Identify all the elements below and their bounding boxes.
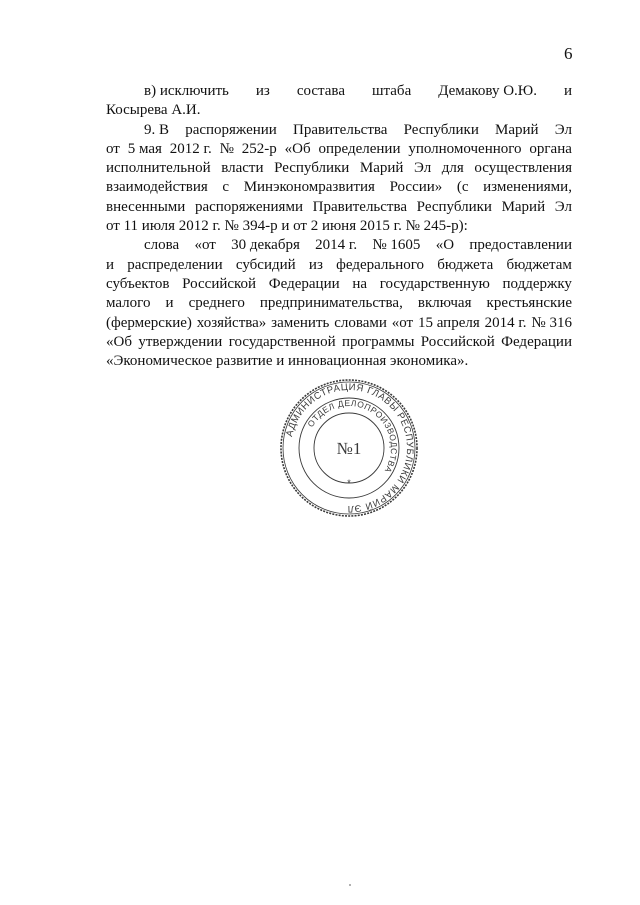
text-line (106, 82, 572, 101)
text-word: бюджета (437, 256, 494, 273)
text-word: 15 апреля (417, 314, 480, 331)
text-word: Демакову О.Ю. (438, 83, 537, 99)
text-word: № (219, 140, 234, 157)
text-word: от 11 июля 2012 г. № 394-р и от 2 июня 2015 г. № 245-р): (106, 218, 468, 235)
text-word: предоставлении (469, 237, 572, 254)
text-word: Марий (495, 121, 539, 138)
text-word: малого (106, 295, 151, 312)
text-line (106, 121, 572, 140)
text-word: бюджетам (506, 256, 572, 273)
text-word: распоряжении (185, 121, 277, 138)
text-word: «Об (284, 140, 311, 157)
text-line (106, 314, 572, 333)
text-word: от (106, 140, 120, 157)
text-word: Российской (420, 333, 495, 350)
text-word: «от (391, 314, 414, 331)
text-word: № 1605 (372, 237, 421, 254)
text-word: включая (417, 295, 472, 312)
text-word: на (352, 275, 367, 292)
text-line (106, 236, 572, 255)
text-word: словами (334, 314, 387, 331)
text-word: изменениями, (483, 179, 572, 196)
text-word: заменить (271, 314, 330, 331)
text-word: из (255, 83, 270, 99)
text-word: органа (529, 140, 572, 157)
text-word: утверждении (138, 333, 223, 350)
text-word: уполномоченного (408, 140, 522, 157)
text-word: 9. В (144, 121, 170, 138)
text-word: «Об (106, 333, 132, 350)
stamp-star: * (347, 478, 351, 488)
text-line (106, 256, 572, 275)
document-body (106, 82, 572, 371)
text-word: 2014 г. (484, 314, 527, 331)
text-word: штаба (371, 83, 412, 99)
text-word: исполнительной (106, 160, 211, 177)
text-line (106, 159, 572, 178)
text-line (106, 101, 572, 120)
text-line (106, 275, 572, 294)
text-word: № 316 (531, 314, 572, 331)
text-line (106, 140, 572, 159)
text-word: 30 декабря (231, 237, 300, 254)
text-word: Марий (501, 198, 546, 215)
text-line (106, 294, 572, 313)
stamp-outer-text: АДМИНИСТРАЦИЯ ГЛАВЫ РЕСПУБЛИКИ МАРИЙ ЭЛ (284, 381, 416, 515)
text-word: поддержку (502, 275, 572, 292)
text-word: и (106, 256, 115, 273)
text-word: Косырева А.И. (106, 102, 201, 119)
text-word: 2012 г. (169, 140, 212, 157)
text-word: состава (296, 83, 345, 99)
text-word: Марий (359, 160, 404, 177)
text-word: внесенными (106, 198, 186, 215)
text-line (106, 198, 572, 217)
text-word: Минэкономразвития (243, 179, 375, 196)
text-word: 5 мая (127, 140, 162, 157)
text-word: Республики (274, 160, 350, 177)
text-word: (фермерские) (106, 314, 192, 331)
text-word: государственной (228, 333, 336, 350)
text-word: 252-р (241, 140, 277, 157)
text-word: Республики (403, 121, 479, 138)
text-line (106, 352, 572, 371)
text-word: программы (342, 333, 415, 350)
text-line (106, 178, 572, 197)
text-word: Эл (554, 198, 572, 215)
text-word: крестьянские (486, 295, 572, 312)
text-word: 2014 г. (315, 237, 358, 254)
text-word: и (563, 83, 572, 99)
stamp-inner-text: ОТДЕЛ ДЕЛОПРОИЗВОДСТВА (305, 397, 400, 475)
text-word: распоряжениями (194, 198, 303, 215)
text-word: Эл (414, 160, 432, 177)
text-word: осуществления (474, 160, 572, 177)
text-word: Правительства (293, 121, 388, 138)
text-word: Республики (416, 198, 492, 215)
official-stamp (279, 378, 419, 518)
scan-artifact-dot (349, 884, 351, 886)
stamp-number: №1 (336, 439, 362, 458)
text-word: в) исключить (144, 83, 229, 99)
text-word: Федерации (501, 333, 572, 350)
text-word: Федерации (268, 275, 340, 292)
text-word: предпринимательства, (259, 295, 403, 312)
text-word: из (308, 256, 323, 273)
text-word: среднего (188, 295, 245, 312)
text-word: «Экономическое развитие и инновационная экономика». (106, 353, 469, 370)
text-word: субъектов (106, 275, 170, 292)
text-word: взаимодействия (106, 179, 208, 196)
text-word: России» (389, 179, 443, 196)
text-word: власти (221, 160, 264, 177)
text-word: «от (194, 237, 216, 254)
text-word: и (165, 295, 174, 312)
page-number: 6 (564, 44, 573, 63)
text-word: слова (144, 237, 180, 254)
text-word: федерального (336, 256, 425, 273)
text-word: с (222, 179, 230, 196)
text-word: хозяйства» (196, 314, 267, 331)
text-word: «О (435, 237, 455, 254)
text-word: Эл (554, 121, 572, 138)
text-word: государственную (379, 275, 490, 292)
text-word: определении (318, 140, 401, 157)
text-word: (с (456, 179, 469, 196)
text-line (106, 217, 572, 236)
text-line (106, 333, 572, 352)
text-word: распределении (127, 256, 223, 273)
text-word: субсидий (235, 256, 296, 273)
text-word: для (441, 160, 464, 177)
text-word: Российской (182, 275, 257, 292)
text-word: Правительства (312, 198, 408, 215)
